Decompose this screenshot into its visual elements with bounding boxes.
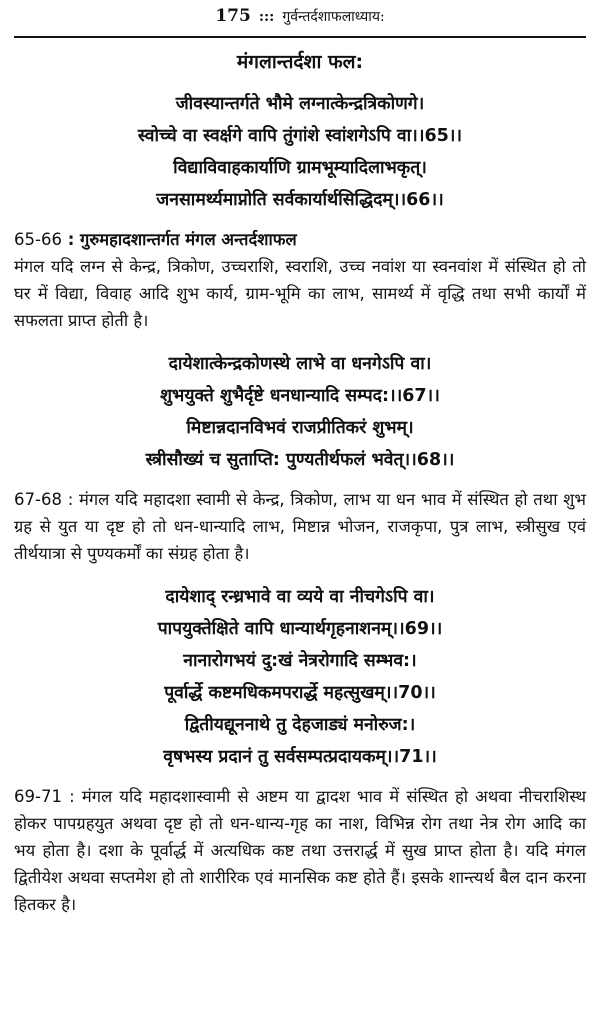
commentary-text: : मंगल यदि महादशास्वामी से अष्टम या द्वादश भाव में संस्थित हो अथवा नीचराशिस्थ होकर पापग्रहयुत अथवा दृष्ट हो तो धन-धान्य-गृह का नाश, विभिन्न रोग तथा नेत्र रोग आदि का भय होता है। दशा के पूर्वार्द्ध में अत्यधिक कष्ट तथा उत्तरार्द्ध में सुख प्राप्त होता है। यदि मंगल द्वितीयेश अथवा सप्तमेश हो तो शारीरिक एवं मानसिक कष्ट होते हैं। इसके शान्त्यर्थ बैल दान करना हितकर है। — [14, 787, 586, 914]
verse-reference: 69-71 — [14, 787, 62, 806]
commentary-65-66 — [14, 226, 586, 334]
commentary-text: मंगल यदि लग्न से केन्द्र, त्रिकोण, उच्चराशि, स्वराशि, उच्च नवांश या स्वनवांश में संस्थित हो तो घर में विद्या, विवाह आदि शुभ कार्य, ग्राम-भूमि का लाभ, सामर्थ्य में वृद्धि तथा सभी कार्यों में सफलता प्राप्त होती है। — [14, 257, 586, 330]
verse-line: द्वितीयद्यूननाथे तु देहजाड्यं मनोरुज:। — [184, 715, 416, 735]
commentary-69-71 — [14, 783, 586, 918]
verse-line: पूर्वार्द्धे कष्टमधिकमपरार्द्धे महत्सुखम्।।70।। — [164, 683, 436, 703]
verse-line: वृषभस्य प्रदानं तु सर्वसम्पत्प्रदायकम्।।71।। — [163, 747, 437, 767]
header-rule — [14, 36, 586, 38]
page-header — [14, 6, 586, 32]
verse-reference: 67-68 — [14, 490, 62, 509]
verse-line: दायेशात्केन्द्रकोणस्थे लाभे वा धनगेऽपि वा। — [168, 354, 432, 374]
verse-line: स्त्रीसौख्यं च सुताप्ति: पुण्यतीर्थफलं भवेत्।।68।। — [145, 450, 455, 470]
verse-block-67-68 — [14, 348, 586, 476]
verse-line: शुभयुक्ते शुभैर्दृष्टे धनधान्यादि सम्पद:।।67।। — [160, 386, 440, 406]
commentary-text: : मंगल यदि महादशा स्वामी से केन्द्र, त्रिकोण, लाभ या धन भाव में संस्थित हो तथा शुभ ग्रह से युत या दृष्ट हो तो धन-धान्यादि लाभ, मिष्टान्न भोजन, राजकृपा, पुत्र लाभ, स्त्रीसुख एवं तीर्थयात्रा से पुण्यकर्मों का संग्रह होता है। — [14, 490, 587, 563]
verse-block-69-71 — [14, 581, 586, 773]
verse-reference: 65-66 — [14, 230, 62, 249]
verse-line: दायेशाद् रन्ध्रभावे वा व्यये वा नीचगेऽपि वा। — [165, 587, 435, 607]
commentary-67-68 — [14, 486, 586, 567]
verse-line: नानारोगभयं दु:खं नेत्ररोगादि सम्भव:। — [183, 651, 417, 671]
section-title: मंगलान्तर्दशा फल: — [236, 51, 364, 73]
verse-block-65-66 — [14, 88, 586, 216]
verse-line: पापयुक्तेक्षिते वापि धान्यार्थगृहनाशनम्।।69।। — [157, 619, 443, 639]
verse-line: मिष्टान्नदानविभवं राजप्रीतिकरं शुभम्। — [186, 418, 414, 438]
verse-line: विद्याविवाहकार्याणि ग्रामभूम्यादिलाभकृत्। — [173, 158, 427, 178]
commentary-heading — [14, 230, 297, 249]
verse-line: स्वोच्चे वा स्वर्क्षगे वापि तुंगांशे स्वांशगेऽपि वा।।65।। — [137, 126, 463, 146]
verse-line: जनसामर्थ्यमाप्नोति सर्वकार्यार्थसिद्धिदम्।।66।। — [156, 190, 444, 210]
page-number: 175 — [215, 6, 251, 26]
commentary-heading-text: : गुरुमहादशान्तर्गत मंगल अन्तर्दशाफल — [67, 230, 297, 249]
header-separator: ::: — [258, 9, 275, 25]
verse-line: जीवस्यान्तर्गते भौमे लग्नात्केन्द्रत्रिकोणगे। — [175, 94, 425, 114]
chapter-title: गुर्वन्तर्दशाफलाध्याय: — [282, 9, 385, 25]
